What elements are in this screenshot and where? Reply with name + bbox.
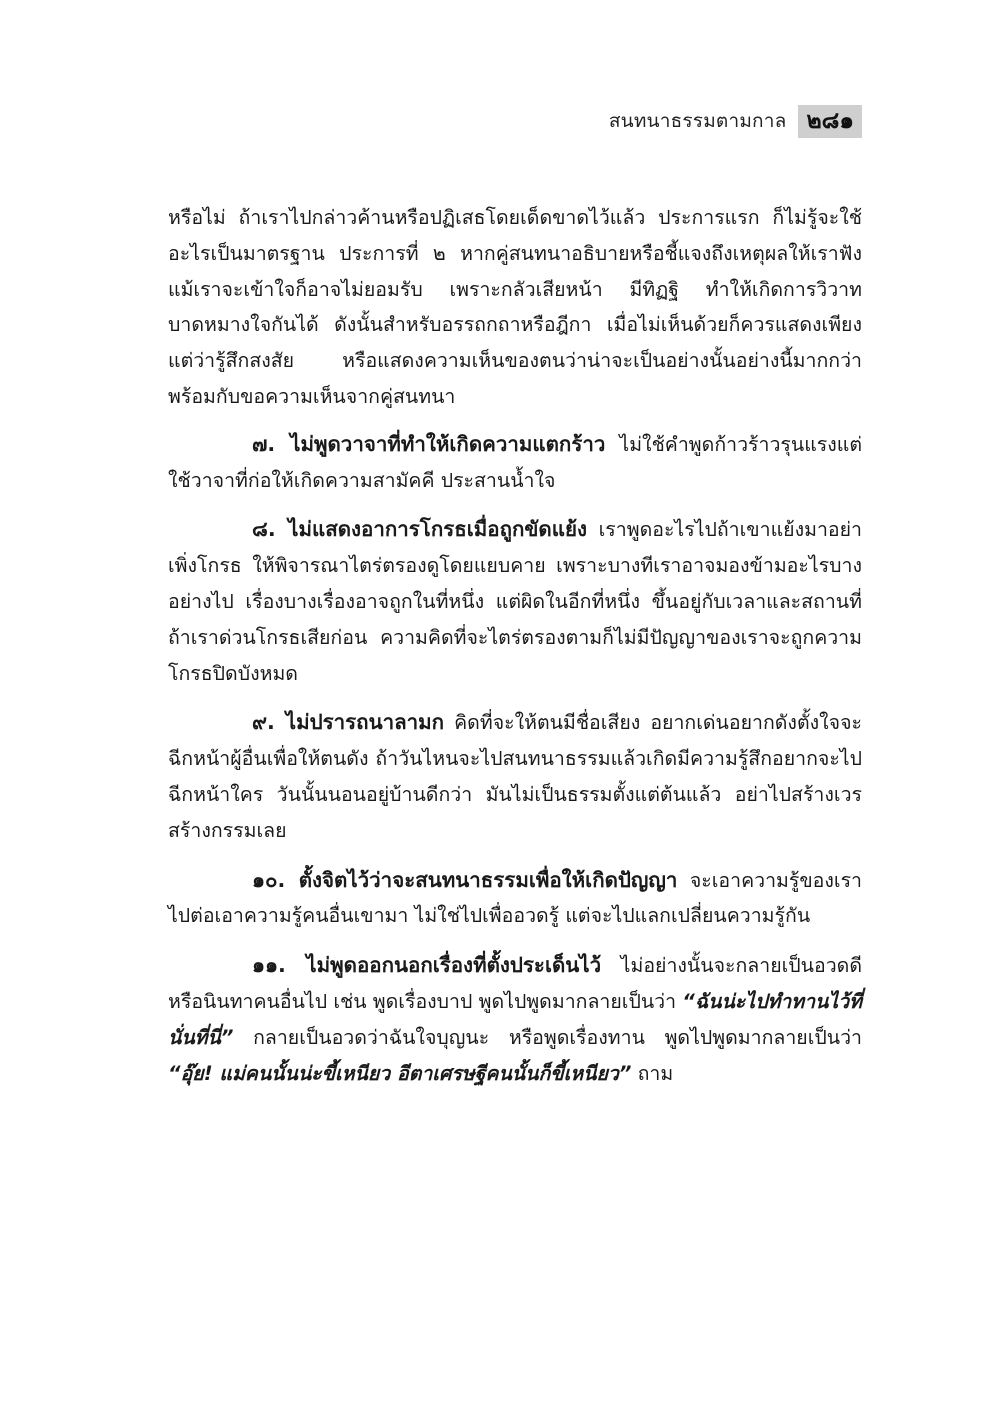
item-text: กลายเป็นอวดว่าฉันใจบุญนะ หรือพูดเรื่องทาน พูดไปพูดมากลายเป็นว่า xyxy=(233,1025,862,1049)
list-item-11 xyxy=(168,948,862,1091)
body-text xyxy=(168,200,862,1091)
item-heading: ๙. ไม่ปรารถนาลามก xyxy=(252,710,445,735)
running-header xyxy=(560,104,862,138)
item-heading: ๑๑. ไม่พูดออกนอกเรื่องที่ตั้งประเด็นไว้ xyxy=(252,953,602,978)
quote: “อุ๊ย! แม่คนนั้นน่ะขี้เหนียว อีตาเศรษฐีคนนั้นก็ขี้เหนียว” xyxy=(168,1061,632,1085)
item-text: จะเอาความรู้ของเราไปต่อเอาความรู้คนอื่นเขามา ไม่ใช่ไปเพื่ออวดรู้ แต่จะไปแลกเปลี่ยนความรู้กัน xyxy=(168,868,862,928)
item-heading: ๘. ไม่แสดงอาการโกรธเมื่อถูกขัดแย้ง xyxy=(252,517,587,542)
running-header-title: สนทนาธรรมตามกาล xyxy=(608,110,787,132)
list-item-7 xyxy=(168,427,862,499)
item-text: ไม่อย่างนั้นจะกลายเป็นอวดดีหรือนินทาคนอื่นไป เช่น พูดเรื่องบาป พูดไปพูดมากลายเป็นว่า xyxy=(168,954,862,1013)
item-heading: ๑๐. ตั้งจิตไว้ว่าจะสนทนาธรรมเพื่อให้เกิดปัญญา xyxy=(252,867,678,892)
item-text: คิดที่จะให้ตนมีชื่อเสียง อยากเด่นอยากดังตั้งใจจะฉีกหน้าผู้อื่นเพื่อให้ตนดัง ถ้าวันไหนจะไปสนทนาธรรมแล้วเกิดมีความรู้สึกอยากจะไปฉีกหน้าใคร วันนั้นนอนอยู่บ้านดีกว่า มันไม่เป็นธรรมตั้งแต่ต้นแล้ว อย่าไปสร้างเวรสร้างกรรมเลย xyxy=(168,711,862,842)
list-item-9 xyxy=(168,705,862,848)
item-heading: ๗. ไม่พูดวาจาที่ทำให้เกิดความแตกร้าว xyxy=(252,431,606,456)
list-item-10 xyxy=(168,863,862,935)
item-text: เราพูดอะไรไปถ้าเขาแย้งมาอย่าเพิ่งโกรธ ให้พิจารณาไตร่ตรองดูโดยแยบคาย เพราะบางทีเราอาจมองข้ามอะไรบางอย่างไป เรื่องบางเรื่องอาจถูกในที่หนึ่ง แต่ผิดในอีกที่หนึ่ง ขึ้นอยู่กับเวลาและสถานที่ ถ้าเราด่วนโกรธเสียก่อน ความคิดที่จะไตร่ตรองตามก็ไม่มีปัญญาของเราจะถูกความโกรธปิดบังหมด xyxy=(168,518,862,685)
item-text: ถาม xyxy=(631,1061,674,1085)
page-number: ๒๘๑ xyxy=(798,105,862,138)
intro-paragraph: หรือไม่ ถ้าเราไปกล่าวค้านหรือปฏิเสธโดยเด็ดขาดไว้แล้ว ประการแรก ก็ไม่รู้จะใช้อะไรเป็นมาตรฐาน ประการที่ ๒ หากคู่สนทนาอธิบายหรือชี้แจงถึงเหตุผลให้เราฟัง แม้เราจะเข้าใจก็อาจไม่ยอมรับ เพราะกลัวเสียหน้า มีทิฏฐิ ทำให้เกิดการวิวาทบาดหมางใจกันได้ ดังนั้นสำหรับอรรถกถาหรือฎีกา เมื่อไม่เห็นด้วยก็ควรแสดงเพียงแต่ว่ารู้สึกสงสัย หรือแสดงความเห็นของตนว่าน่าจะเป็นอย่างนั้นอย่างนี้มากกว่า พร้อมกับขอความเห็นจากคู่สนทนา xyxy=(168,206,862,408)
item-text: ไม่ใช้คำพูดก้าวร้าวรุนแรงแต่ใช้วาจาที่ก่อให้เกิดความสามัคคี ประสานน้ำใจ xyxy=(168,432,862,492)
quote: “ฉันน่ะไปทำทานไว้ที่นั่นที่นี่” xyxy=(168,989,862,1049)
list-item-8 xyxy=(168,512,862,691)
